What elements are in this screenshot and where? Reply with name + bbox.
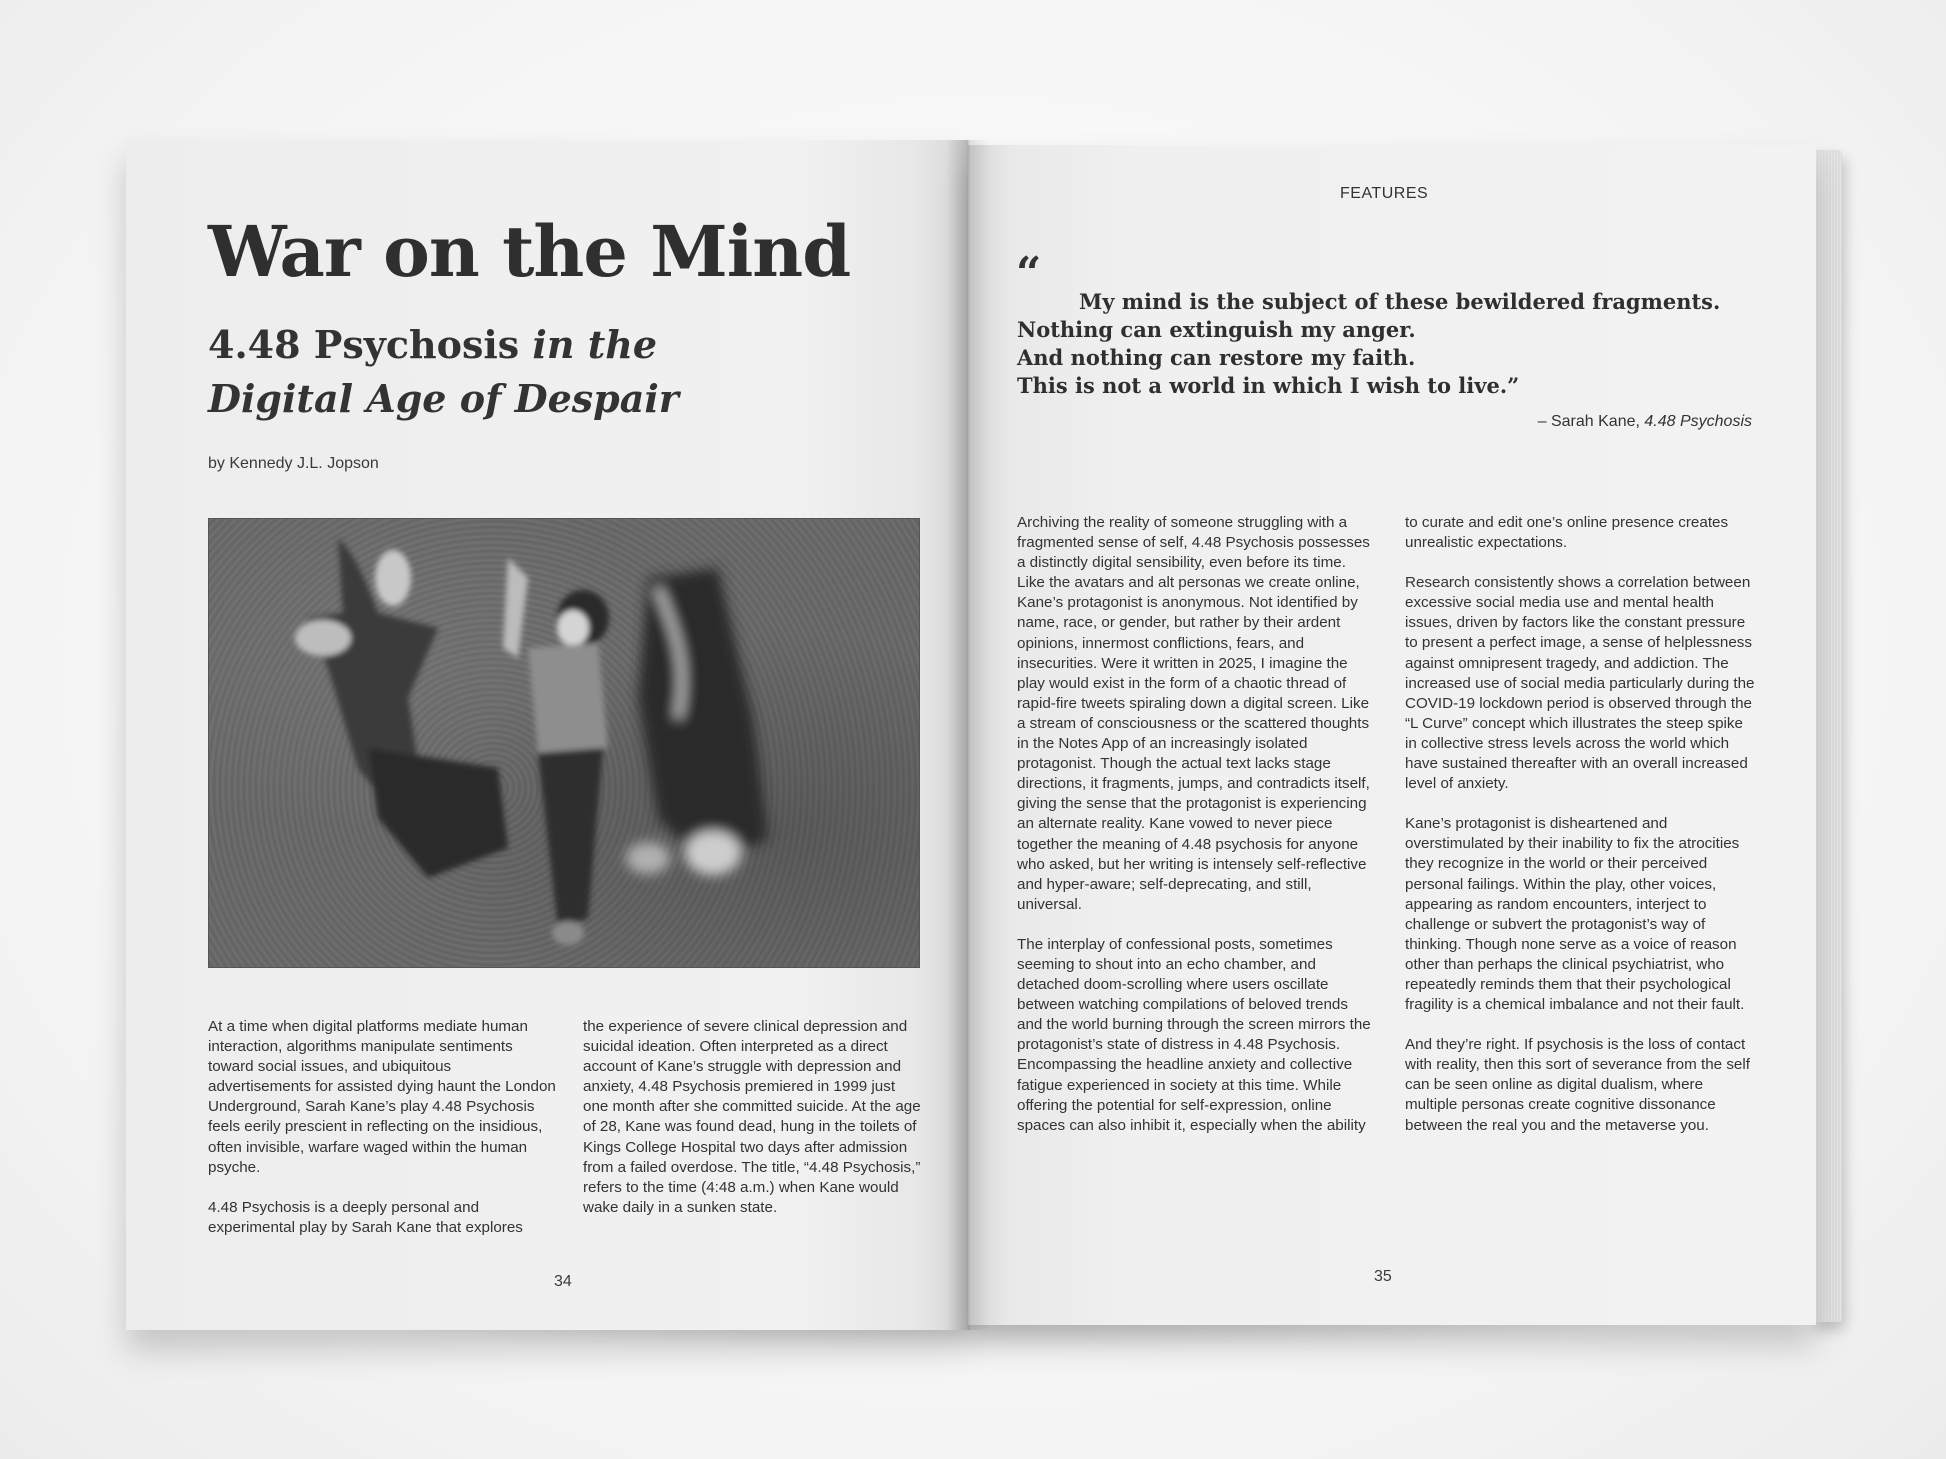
quote-line: Nothing can extinguish my anger. <box>1017 317 1416 342</box>
quote-mark: “ <box>1016 248 1042 299</box>
paragraph: At a time when digital platforms mediate human interaction, algorithms manipulate sentiments toward social issues, and ubiquitous advertisements for assisted dying haunt the London Underground, Sarah Kane’s play 4.48 Psychosis feels eerily prescient in reflecting on the insidious, often invisible, warfare waged within the human psyche. <box>208 1018 556 1176</box>
paragraph: the experience of severe clinical depression and suicidal ideation. Often interpreted as a direct account of Kane’s struggle with depression and anxiety, 4.48 Psychosis premiered in 1999 just one month after she committed suicide. At the age of 28, Kane was found dead, hung in the toilets of Kings College Hospital two days after admission from a failed overdose. The title, “4.48 Psychosis,” refers to the time (4:48 a.m.) when Kane would wake daily in a sunken state. <box>583 1018 921 1216</box>
page-number-right: 35 <box>1374 1268 1392 1285</box>
section-label: FEATURES <box>1340 185 1429 202</box>
paragraph: Archiving the reality of someone struggling with a fragmented sense of self, 4.48 Psychosis possesses a distinctly digital sensibility, even before its time. Like the avatars and alt personas we create online, Kane’s protagonist is anonymous. Not identified by name, race, or gender, but rather by their ardent opinions, innermost conflictions, fears, and insecurities. Were it written in 2025, I imagine the play would exist in the form of a chaotic thread of rapid-fire tweets spiraling down a digital screen. Like a stream of consciousness or the scattered thoughts in the Notes App of an increasingly isolated protagonist. Though the actual text lacks stage directions, it fragments, jumps, and contradicts itself, giving the sense that the protagonist is experiencing an alternate reality. Kane vowed to never piece together the meaning of 4.48 psychosis for anyone who asked, but her writing is intensely self-reflective and hyper-aware; self-deprecating, and still, universal. <box>1017 514 1370 913</box>
right-column-2 <box>1405 513 1757 1136</box>
page-edges <box>1812 150 1842 1322</box>
paragraph: The interplay of confessional posts, sometimes seeming to shout into an echo chamber, and detached doom-scrolling where users oscillate between watching compilations of beloved trends and the world burning through the screen mirrors the protagonist’s state of distress in 4.48 Psychosis. Encompassing the headline anxiety and collective fatigue experienced in society at this time. While offering the potential for self-expression, online spaces can also inhibit it, especially when the ability <box>1017 935 1371 1134</box>
quote-attribution <box>1440 413 1752 431</box>
byline: by Kennedy J.L. Jopson <box>208 455 379 472</box>
left-column-2 <box>583 1017 923 1218</box>
paragraph: 4.48 Psychosis is a deeply personal and experimental play by Sarah Kane that explores <box>208 1198 523 1236</box>
quote-line: My mind is the subject of these bewildered fragments. <box>1079 289 1721 314</box>
right-column-1 <box>1017 513 1373 1136</box>
paragraph: to curate and edit one’s online presence creates unrealistic expectations. <box>1405 514 1729 552</box>
paragraph: Kane’s protagonist is disheartened and overstimulated by their inability to fix the atrocities they recognize in the world or their perceived personal failings. Within the play, other voices, appearing as random encounters, interject to challenge or subvert the protagonist’s way of thinking. Though none serve as a voice of reason other than perhaps the clinical psychiatrist, who repeatedly reminds them that their psychological fragility is a chemical imbalance and not their fault. <box>1405 815 1745 1014</box>
left-column-1 <box>208 1017 558 1238</box>
subtitle-italic: in the Digital Age of Despair <box>208 322 679 421</box>
paragraph: And they’re right. If psychosis is the loss of contact with reality, then this sort of severance from the self can be seen online as digital dualism, where multiple personas create cognitive dissonance between the real you and the metaverse you. <box>1405 1036 1750 1134</box>
page-number-left: 34 <box>554 1273 572 1290</box>
attribution-author: – Sarah Kane, <box>1537 413 1645 430</box>
book-gutter <box>946 140 990 1330</box>
article-subtitle <box>208 318 768 426</box>
paragraph: Research consistently shows a correlation between excessive social media use and mental health issues, driven by factors like the constant pressure to present a perfect image, a sense of helplessness against omnipresent tragedy, and addiction. The increased use of social media particularly during the COVID-19 lockdown period is observed through the “L Curve” concept which illustrates the steep spike in collective stress levels across the world which have sustained thereafter with an overall increased level of anxiety. <box>1405 574 1755 793</box>
article-title: War on the Mind <box>208 210 851 293</box>
quote-line: This is not a world in which I wish to live.” <box>1017 373 1520 398</box>
attribution-work: 4.48 Psychosis <box>1644 413 1752 430</box>
subtitle-plain: 4.48 Psychosis <box>208 322 520 367</box>
article-photo <box>208 518 920 968</box>
photo-illustration <box>208 518 920 968</box>
pull-quote <box>1017 288 1777 400</box>
quote-line: And nothing can restore my faith. <box>1017 345 1416 370</box>
